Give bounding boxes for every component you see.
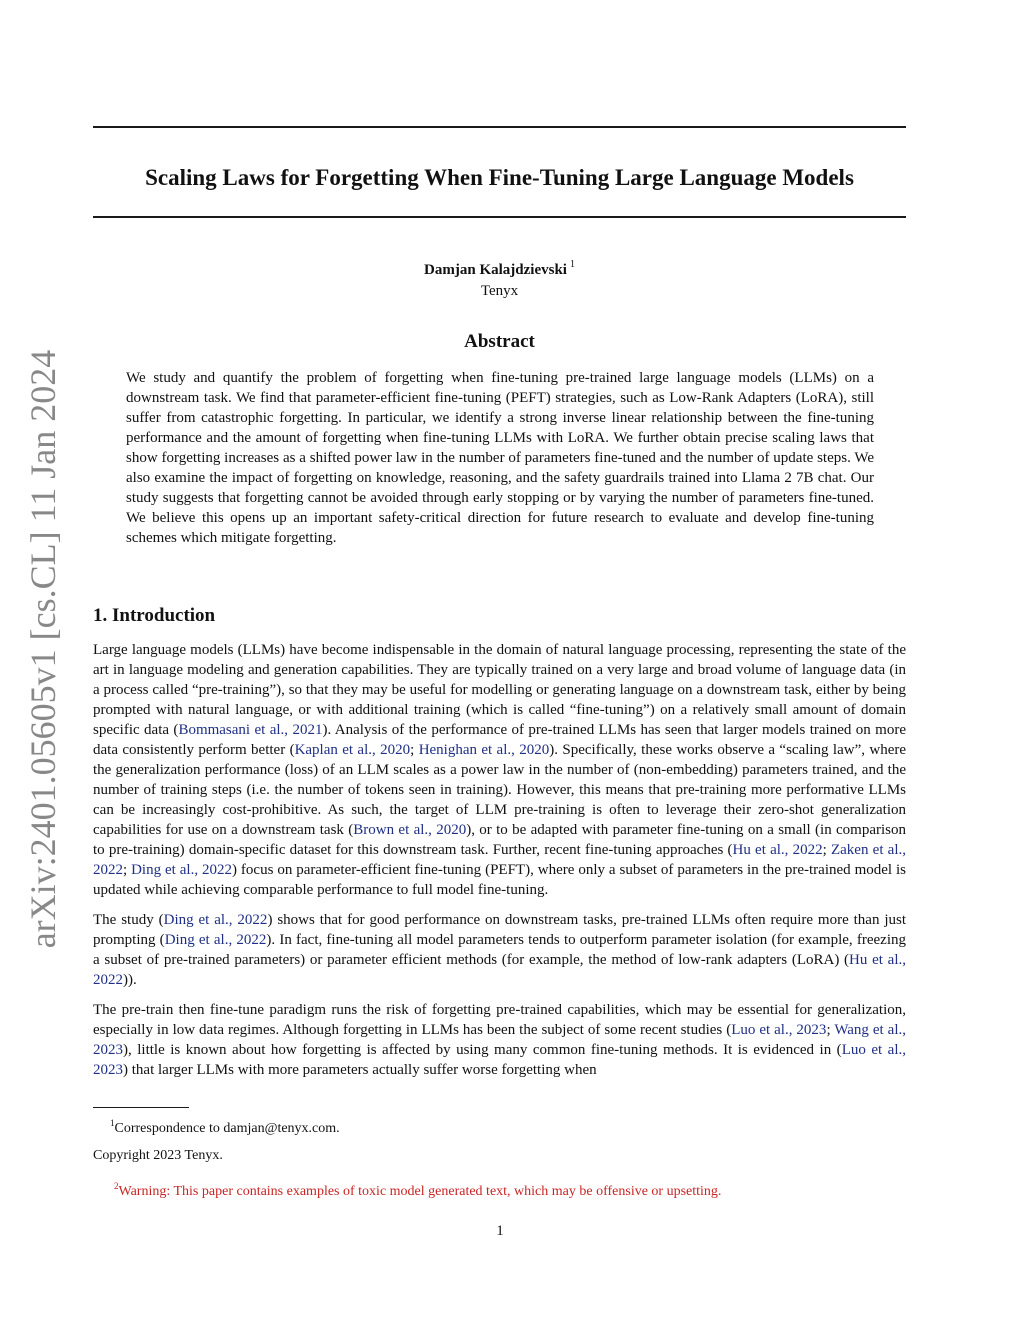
text-run: ) focus on parameter-efficient fine-tuning (PEFT), where only a subset of parameters in the pre-trained model is updated while achieving comparable performance to full model fine-tuning.: [93, 862, 907, 898]
text-run: ;: [123, 862, 132, 878]
text-run: ), or to be adapted with parameter fine-tuning on a small (in comparison to pre-training) domain-specific dataset for this downstream task. Further, recent fine-tuning approaches (: [93, 822, 907, 858]
intro-paragraph-3: [93, 1000, 906, 1080]
warning-text: Warning: This paper contains examples of toxic model generated text, which may be offensive or upsetting.: [118, 1184, 722, 1199]
arxiv-identifier-stamp: arXiv:2401.05605v1 [cs.CL] 11 Jan 2024: [23, 349, 63, 949]
citation-link[interactable]: Bommasani et al., 2021: [178, 722, 323, 738]
text-run: Large language models (LLMs) have become indispensable in the domain of natural language processing, representing the state of the art in language modeling and generation capabilities. They are typically trained on a very large and broad volume of language data (in a process called “pre-training”), so that they may be useful for modelling or generating language on a downstream task, either by being prompted with natural language, or with additional training (which is called “fine-tuning”) on a relatively small amount of domain specific data (: [93, 642, 906, 738]
footnote-correspondence: [110, 1113, 340, 1139]
text-run: )).: [123, 972, 137, 988]
citation-link[interactable]: Henighan et al., 2020: [418, 742, 550, 758]
paper-title: Scaling Laws for Forgetting When Fine-Tuning Large Language Models: [145, 165, 854, 190]
footnote-mark: 2: [114, 1181, 119, 1191]
citation-link[interactable]: Kaplan et al., 2020: [294, 742, 411, 758]
footnote-rule: [93, 1107, 189, 1108]
author-affiliation-mark: 1: [569, 259, 575, 270]
title-top-rule: [93, 126, 906, 128]
intro-paragraph-2: [93, 910, 906, 990]
footnote-mark: 1: [110, 1118, 115, 1128]
citation-link[interactable]: Wang et al., 2023: [93, 1022, 907, 1058]
intro-paragraph-1: [93, 640, 906, 900]
citation-link[interactable]: Ding et al., 2022: [131, 862, 233, 878]
author-line: [93, 254, 906, 281]
citation-link[interactable]: Luo et al., 2023: [93, 1042, 906, 1078]
abstract-heading: Abstract: [464, 331, 535, 352]
citation-link[interactable]: Luo et al., 2023: [731, 1022, 827, 1038]
section-heading-introduction: 1. Introduction: [93, 605, 216, 626]
page-number: 1: [496, 1223, 504, 1239]
citation-link[interactable]: Ding et al., 2022: [163, 912, 268, 928]
text-run: ), little is known about how forgetting is affected by using many common fine-tuning methods. It is evidenced in (: [123, 1042, 842, 1058]
text-run: ) shows that for good performance on downstream tasks, pre-trained LLMs often require more than just prompting (: [93, 912, 907, 948]
author-block: [93, 254, 906, 302]
citation-link[interactable]: Hu et al., 2022: [93, 952, 906, 988]
citation-link[interactable]: Brown et al., 2020: [353, 822, 467, 838]
text-run: ). In fact, fine-tuning all model parameters tends to outperform parameter isolation (for example, freezing a subset of pre-trained parameters) or parameter efficient methods (for example, the method of low-rank adapters (LoRA) (: [93, 932, 906, 968]
copyright-notice: Copyright 2023 Tenyx.: [93, 1148, 223, 1163]
text-run: The pre-train then fine-tune paradigm runs the risk of forgetting pre-trained capabilities, which may be essential for generalization, especially in low data regimes. Although forgetting in LLMs has been the subject of some recent studies (: [93, 1002, 906, 1038]
introduction-body: [93, 640, 906, 1090]
citation-link[interactable]: Hu et al., 2022: [732, 842, 823, 858]
citation-link[interactable]: Ding et al., 2022: [164, 932, 267, 948]
content-warning: [114, 1181, 721, 1200]
title-bottom-rule: [93, 216, 906, 218]
citation-link[interactable]: Zaken et al., 2022: [93, 842, 907, 878]
text-run: ). Specifically, these works observe a “scaling law”, where the generalization performance (loss) of an LLM scales as a power law in the number of (non-embedding) parameters trained, and the number of training steps (i.e. the number of tokens seen in training). However, this means that pre-training more performative LLMs can be increasingly cost-prohibitive. As such, the target of LLM pre-training is often to leverage their zero-shot generalization capabilities for use on a downstream task (: [93, 742, 907, 838]
text-run: The study (: [93, 912, 164, 928]
affiliation: Tenyx: [480, 283, 519, 299]
author-name: Damjan Kalajdzievski: [424, 262, 567, 278]
text-run: ) that larger LLMs with more parameters actually suffer worse forgetting when: [123, 1062, 597, 1078]
abstract-text: We study and quantify the problem of forgetting when fine-tuning pre-trained large language models (LLMs) on a downstream task. We find that parameter-efficient fine-tuning (PEFT) strategies, such as Low-Rank Adapters (LoRA), still suffer from catastrophic forgetting. In particular, we identify a strong inverse linear relationship between the fine-tuning performance and the amount of forgetting when fine-tuning LLMs with LoRA. We further obtain precise scaling laws that show forgetting increases as a shifted power law in the number of parameters fine-tuned and the number of update steps. We also examine the impact of forgetting on knowledge, reasoning, and the safety guardrails trained into Llama 2 7B chat. Our study suggests that forgetting cannot be avoided through early stopping or by varying the number of parameters fine-tuned. We believe this opens up an important safety-critical direction for future research to evaluate and develop fine-tuning schemes which mitigate forgetting.: [126, 370, 874, 546]
text-run: ;: [826, 1022, 835, 1038]
text-run: ). Analysis of the performance of pre-trained LLMs has seen that larger models trained on more data consistently perform better (: [93, 722, 906, 758]
text-run: ;: [822, 842, 831, 858]
footnote-text: Correspondence to damjan@tenyx.com.: [114, 1121, 340, 1136]
text-run: ;: [410, 742, 419, 758]
